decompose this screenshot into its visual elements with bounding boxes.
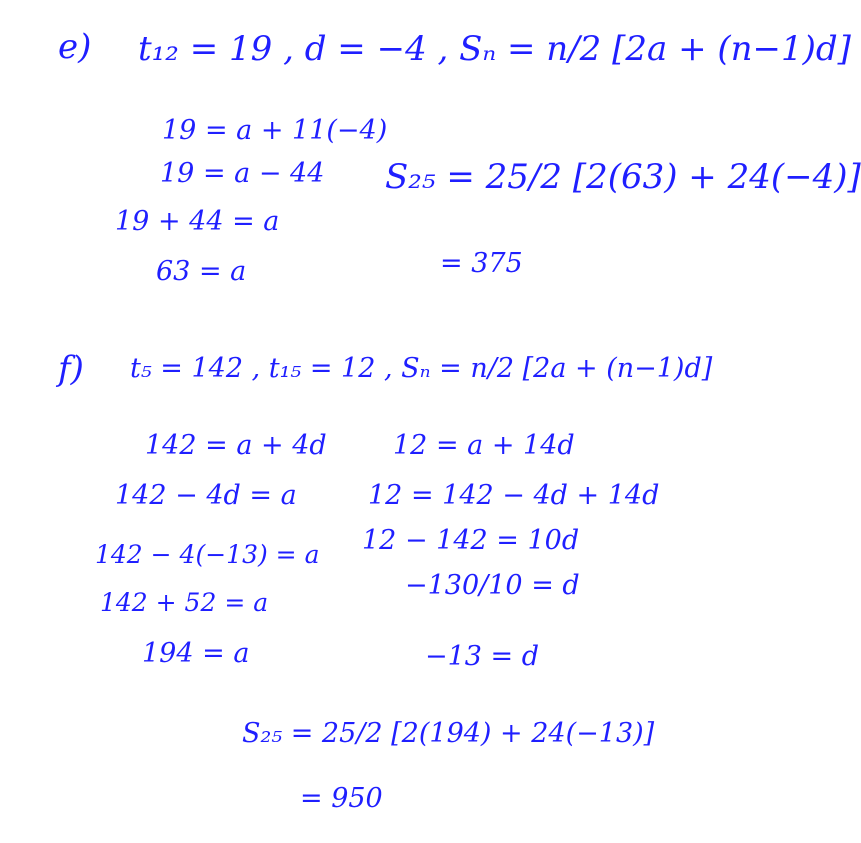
part-f-right-step-1: 12 = a + 14d [393,430,575,461]
part-e-result: = 375 [440,248,523,279]
part-f-right-step-2: 12 = 142 − 4d + 14d [368,480,660,511]
part-f-right-step-4: −130/10 = d [405,570,580,601]
part-e-step-1: 19 = a + 11(−4) [162,115,388,146]
part-e-step-2: 19 = a − 44 [160,158,325,189]
part-f-label: f) [58,349,84,389]
part-e-step-4: 63 = a [156,256,247,287]
part-f-right-step-3: 12 − 142 = 10d [362,525,580,556]
part-e-sum-formula: S₂₅ = 25/2 [2(63) + 24(−4)] [385,157,861,197]
part-f-given-line: t₅ = 142 , t₁₅ = 12 , Sₙ = n/2 [2a + (n−1)d] [130,353,713,384]
part-e-label: e) [58,27,92,67]
part-f-sum-formula: S₂₅ = 25/2 [2(194) + 24(−13)] [242,718,655,749]
part-e-step-3: 19 + 44 = a [115,206,280,237]
part-f-result: = 950 [300,783,383,814]
part-f-left-step-5: 194 = a [142,638,250,669]
part-f-left-step-2: 142 − 4d = a [115,480,297,511]
part-e-given-line: t₁₂ = 19 , d = −4 , Sₙ = n/2 [2a + (n−1)d] [138,29,851,69]
part-f-left-step-1: 142 = a + 4d [145,430,327,461]
part-f-left-step-4: 142 + 52 = a [100,588,269,617]
part-f-right-step-5: −13 = d [425,641,540,672]
part-f-left-step-3: 142 − 4(−13) = a [95,540,320,569]
